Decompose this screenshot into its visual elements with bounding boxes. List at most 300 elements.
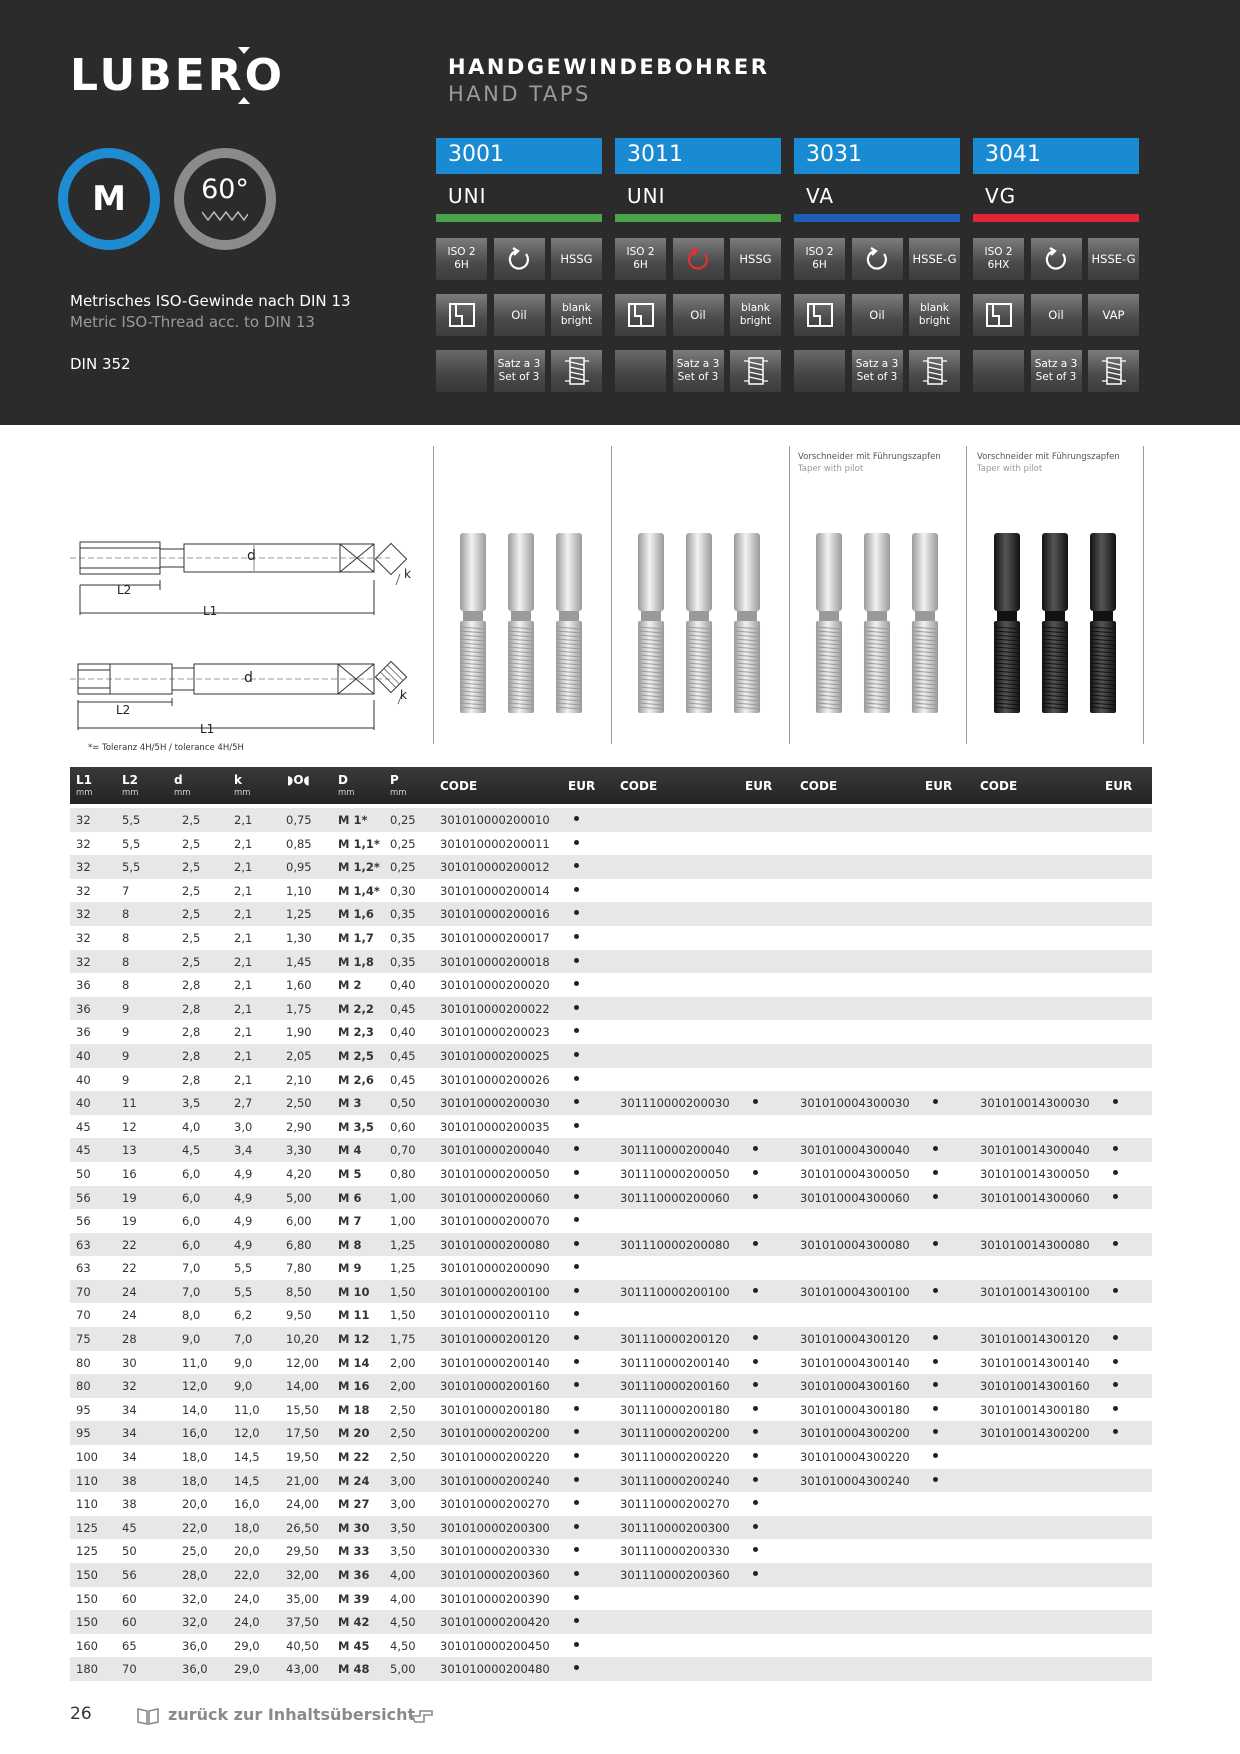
table-cell: 2,90: [286, 1119, 312, 1134]
article-code: 301110000200300: [620, 1520, 730, 1535]
article-code: 301010000200023: [440, 1025, 550, 1040]
column-header: D: [338, 773, 348, 787]
table-cell: 24,0: [234, 1591, 260, 1606]
tolerance-note: *= Toleranz 4H/5H / tolerance 4H/5H: [88, 743, 244, 753]
spec-tile: [494, 294, 545, 336]
availability-dot: [933, 1241, 938, 1246]
table-cell: 2,1: [234, 907, 253, 922]
table-row: [70, 1657, 1152, 1681]
article-code: 301010000200200: [440, 1426, 550, 1441]
table-cell: 8: [122, 954, 130, 969]
table-cell: 32: [76, 860, 91, 875]
availability-dot: [574, 1595, 579, 1600]
page-title-de: HANDGEWINDEBOHRER: [448, 55, 770, 79]
product-name: VG: [985, 184, 1017, 208]
table-cell: 24: [122, 1284, 137, 1299]
availability-dot: [933, 1170, 938, 1175]
table-cell: 0,25: [390, 860, 416, 875]
article-code: 301010000200110: [440, 1308, 550, 1323]
table-cell: 1,90: [286, 1025, 312, 1040]
table-cell: 32,00: [286, 1568, 319, 1582]
table-cell: 32: [76, 836, 91, 851]
tile-text: blank: [920, 302, 949, 314]
table-cell: 5,00: [390, 1662, 416, 1677]
tile-text: HSSG: [739, 251, 772, 266]
tile-text: Oil: [869, 307, 885, 322]
tile-row: [615, 294, 781, 336]
article-code: 301010000200014: [440, 883, 550, 898]
availability-dot: [753, 1524, 758, 1529]
availability-dot: [753, 1241, 758, 1246]
table-cell: 3,00: [390, 1473, 416, 1488]
table-row: [70, 973, 1152, 997]
table-cell: 12: [122, 1119, 137, 1134]
product-3031-header: [794, 138, 960, 222]
table-row: [70, 950, 1152, 974]
availability-dot: [933, 1406, 938, 1411]
spec-tile: [615, 238, 666, 280]
tile-row: [615, 238, 781, 280]
tile-row: [794, 238, 960, 280]
article-code: 301010004300060: [800, 1190, 910, 1205]
availability-dot: [753, 1429, 758, 1434]
table-cell: 1,00: [390, 1190, 416, 1205]
article-code: 301010000200025: [440, 1048, 550, 1063]
availability-dot: [753, 1547, 758, 1552]
availability-dot: [574, 1005, 579, 1010]
availability-dot: [1113, 1146, 1118, 1151]
table-cell: 100: [76, 1450, 98, 1465]
book-icon: [136, 1706, 160, 1726]
table-row: [70, 997, 1152, 1021]
table-cell: 0,25: [390, 813, 416, 827]
table-cell: 30: [122, 1355, 137, 1370]
table-row: [70, 1091, 1152, 1115]
table-cell: 2,1: [234, 978, 253, 993]
table-cell: 125: [76, 1544, 98, 1559]
availability-dot: [574, 1311, 579, 1316]
article-code: 301110000200050: [620, 1166, 730, 1181]
table-cell: 13: [122, 1143, 137, 1158]
metric-thread-letter: M: [92, 179, 126, 219]
table-cell: 80: [76, 1379, 91, 1394]
description-en: Metric ISO-Thread acc. to DIN 13: [70, 313, 315, 331]
header-panel: [0, 0, 1240, 425]
article-code: 301010014300120: [980, 1332, 1090, 1347]
tile-text: Oil: [511, 307, 527, 322]
availability-dot: [753, 1099, 758, 1104]
table-cell: 1,50: [390, 1284, 416, 1299]
table-cell: 125: [76, 1520, 98, 1535]
article-code: 301010000200390: [440, 1591, 550, 1606]
column-header: CODE: [980, 779, 1018, 793]
article-code: 301010014300040: [980, 1143, 1090, 1158]
tap-set-image: [450, 525, 610, 725]
table-cell: 19: [122, 1190, 137, 1205]
back-to-contents-link[interactable]: zurück zur Inhaltsübersicht: [168, 1705, 416, 1724]
table-row: [70, 1374, 1152, 1398]
table-cell: 9: [122, 1001, 130, 1016]
table-cell: M 16: [338, 1379, 370, 1394]
drawing-label-l1: L1: [203, 604, 218, 618]
spec-tile: [852, 294, 903, 336]
article-code: 301010000200360: [440, 1568, 550, 1582]
tile-text: VAP: [1102, 307, 1125, 322]
table-cell: M 24: [338, 1473, 370, 1488]
table-cell: 19,50: [286, 1450, 319, 1465]
table-row: [70, 832, 1152, 856]
spec-tile: [1031, 350, 1082, 392]
table-cell: M 1,2*: [338, 860, 380, 875]
table-cell: 45: [76, 1143, 91, 1158]
table-cell: 8: [122, 978, 130, 993]
table-cell: 0,75: [286, 813, 312, 827]
table-cell: 37,50: [286, 1615, 319, 1630]
availability-dot: [574, 1099, 579, 1104]
table-cell: 0,80: [390, 1166, 416, 1181]
table-cell: 4,50: [390, 1615, 416, 1630]
tile-row: [973, 238, 1139, 280]
table-cell: 0,60: [390, 1119, 416, 1134]
table-cell: 0,95: [286, 860, 312, 875]
table-row: [70, 1610, 1152, 1634]
article-code: 301110000200330: [620, 1544, 730, 1559]
square-end-drawing: [372, 658, 422, 708]
article-code: 301110000200040: [620, 1143, 730, 1158]
table-row: [70, 926, 1152, 950]
article-code: 301010014300180: [980, 1402, 1090, 1417]
article-code: 301010000200330: [440, 1544, 550, 1559]
table-cell: 9: [122, 1048, 130, 1063]
availability-dot: [1113, 1382, 1118, 1387]
article-code: 301010014300060: [980, 1190, 1090, 1205]
article-code: 301010000200030: [440, 1096, 550, 1111]
product-3031-tiles: [794, 238, 960, 406]
column-header: P: [390, 773, 399, 787]
availability-dot: [753, 1288, 758, 1293]
table-cell: M 1,8: [338, 954, 374, 969]
article-code: 301010014300050: [980, 1166, 1090, 1181]
availability-dot: [933, 1335, 938, 1340]
table-cell: M 7: [338, 1214, 362, 1229]
availability-dot: [574, 816, 579, 821]
table-cell: 21,00: [286, 1473, 319, 1488]
article-code: 301010000200090: [440, 1261, 550, 1276]
tile-text: Oil: [1048, 307, 1064, 322]
table-cell: 3,00: [390, 1497, 416, 1512]
table-cell: 1,10: [286, 883, 312, 898]
table-cell: 40: [76, 1048, 91, 1063]
table-cell: 6,0: [182, 1237, 201, 1252]
tile-text: 6H: [454, 259, 469, 271]
drawing-label-d: d: [247, 548, 256, 564]
table-cell: 5,5: [234, 1284, 253, 1299]
table-cell: M 1*: [338, 813, 368, 827]
tap-photo-3041: [984, 525, 1144, 729]
table-cell: 24,00: [286, 1497, 319, 1512]
availability-dot: [753, 1571, 758, 1576]
tile-text: Satz a 3: [1034, 358, 1078, 370]
table-cell: 2,50: [390, 1450, 416, 1465]
table-cell: 2,1: [234, 930, 253, 945]
table-cell: 38: [122, 1473, 137, 1488]
thread-icon: [551, 350, 602, 392]
table-cell: 16,0: [182, 1426, 208, 1441]
article-code: 301010004300140: [800, 1355, 910, 1370]
empty-tile: [973, 350, 1024, 392]
table-cell: M 36: [338, 1568, 370, 1582]
table-cell: 95: [76, 1426, 91, 1441]
taper-note-en: Taper with pilot: [977, 464, 1043, 474]
table-cell: 2,5: [182, 930, 201, 945]
table-cell: 150: [76, 1615, 98, 1630]
article-code: 301010000200240: [440, 1473, 550, 1488]
table-cell: 7,80: [286, 1261, 312, 1276]
article-code: 301010000200012: [440, 860, 550, 875]
availability-dot: [1113, 1170, 1118, 1175]
table-cell: M 45: [338, 1638, 370, 1653]
product-3001-header: [436, 138, 602, 222]
table-cell: M 3,5: [338, 1119, 374, 1134]
article-code: 301010000200120: [440, 1332, 550, 1347]
table-cell: 15,50: [286, 1402, 319, 1417]
table-cell: 2,5: [182, 836, 201, 851]
availability-dot: [574, 887, 579, 892]
availability-dot: [574, 1547, 579, 1552]
table-cell: 1,25: [390, 1237, 416, 1252]
article-code: 301010004300040: [800, 1143, 910, 1158]
taper-note-de: Vorschneider mit Führungszapfen: [977, 452, 1120, 462]
image-separator: [611, 446, 612, 744]
product-table: [70, 767, 1152, 1681]
table-cell: 0,35: [390, 930, 416, 945]
tile-text: Satz a 3: [855, 358, 899, 370]
table-cell: 2,5: [182, 907, 201, 922]
tile-text: Satz a 3: [497, 358, 541, 370]
table-cell: 65: [122, 1638, 137, 1653]
product-code: 3011: [615, 138, 781, 174]
column-header: EUR: [925, 779, 953, 793]
table-cell: 6,80: [286, 1237, 312, 1252]
table-cell: 1,25: [286, 907, 312, 922]
column-header: EUR: [568, 779, 596, 793]
tile-text: 6HX: [987, 259, 1010, 271]
table-row: [70, 1634, 1152, 1658]
table-cell: 34: [122, 1402, 137, 1417]
table-cell: 2,1: [234, 883, 253, 898]
table-cell: 7,0: [182, 1284, 201, 1299]
article-code: 301010004300120: [800, 1332, 910, 1347]
table-cell: 40: [76, 1096, 91, 1111]
table-cell: 2,1: [234, 813, 253, 827]
spec-tile: [794, 238, 845, 280]
table-cell: 70: [76, 1284, 91, 1299]
article-code: 301010000200300: [440, 1520, 550, 1535]
availability-dot: [574, 1571, 579, 1576]
table-cell: 3,50: [390, 1544, 416, 1559]
tile-text: blank: [562, 302, 591, 314]
article-code: 301010000200070: [440, 1214, 550, 1229]
table-row: [70, 1539, 1152, 1563]
table-cell: 2,1: [234, 860, 253, 875]
table-cell: 32,0: [182, 1615, 208, 1630]
table-cell: 22,0: [182, 1520, 208, 1535]
table-cell: 3,4: [234, 1143, 253, 1158]
table-cell: 4,9: [234, 1166, 253, 1181]
table-cell: 10,20: [286, 1332, 319, 1347]
table-cell: M 3: [338, 1096, 362, 1111]
column-header: CODE: [440, 779, 478, 793]
availability-dot: [933, 1453, 938, 1458]
table-row: [70, 1162, 1152, 1186]
table-row: [70, 1421, 1152, 1445]
table-cell: 34: [122, 1450, 137, 1465]
table-cell: 2,5: [182, 813, 201, 827]
table-cell: 56: [122, 1568, 137, 1582]
availability-dot: [933, 1194, 938, 1199]
empty-tile: [436, 350, 487, 392]
norm-label: DIN 352: [70, 355, 131, 373]
availability-dot: [574, 1453, 579, 1458]
spec-tile: [1088, 238, 1139, 280]
table-cell: 1,45: [286, 954, 312, 969]
article-code: 301110000200180: [620, 1402, 730, 1417]
article-code: 301010000200270: [440, 1497, 550, 1512]
availability-dot: [574, 1264, 579, 1269]
availability-dot: [1113, 1335, 1118, 1340]
empty-tile: [615, 350, 666, 392]
product-color-bar: [615, 214, 781, 222]
rotation-icon: [1031, 238, 1082, 280]
table-cell: M 6: [338, 1190, 362, 1205]
availability-dot: [574, 1524, 579, 1529]
thread-icon: [1088, 350, 1139, 392]
image-separator: [966, 446, 967, 744]
table-cell: M 18: [338, 1402, 370, 1417]
tile-row: [615, 350, 781, 392]
spec-tile: [909, 238, 960, 280]
logo-mark-top: [238, 47, 250, 54]
table-cell: 150: [76, 1568, 98, 1582]
availability-dot: [574, 1382, 579, 1387]
chamfer-form-icon: [615, 294, 666, 336]
table-cell: 60: [122, 1615, 137, 1630]
table-cell: 11,0: [182, 1355, 208, 1370]
tile-text: ISO 2: [984, 246, 1013, 258]
drawing-label-l2: L2: [117, 583, 132, 597]
column-unit: mm: [390, 788, 407, 798]
table-cell: 6,00: [286, 1214, 312, 1229]
table-cell: 12,00: [286, 1355, 319, 1370]
table-cell: 2,50: [390, 1426, 416, 1441]
table-cell: M 2,5: [338, 1048, 374, 1063]
column-header: CODE: [620, 779, 658, 793]
article-code: 301010000200035: [440, 1119, 550, 1134]
availability-dot: [574, 1665, 579, 1670]
article-code: 301110000200160: [620, 1379, 730, 1394]
article-code: 301010004300240: [800, 1473, 910, 1488]
table-cell: 5,5: [122, 813, 141, 827]
table-cell: 2,50: [286, 1096, 312, 1111]
product-3041-header: [973, 138, 1139, 222]
table-row: [70, 1233, 1152, 1257]
table-cell: 45: [76, 1119, 91, 1134]
table-cell: 95: [76, 1402, 91, 1417]
table-cell: 2,05: [286, 1048, 312, 1063]
drawing-label-k: k: [400, 688, 407, 702]
availability-dot: [574, 1123, 579, 1128]
availability-dot: [574, 1028, 579, 1033]
spec-tile: [494, 350, 545, 392]
tile-row: [436, 294, 602, 336]
availability-dot: [574, 1146, 579, 1151]
table-cell: 3,0: [234, 1119, 253, 1134]
tile-text: Set of 3: [498, 371, 540, 383]
table-body: [70, 808, 1152, 1681]
taper-note-en: Taper with pilot: [798, 464, 864, 474]
spec-tile: [852, 350, 903, 392]
availability-dot: [753, 1382, 758, 1387]
table-cell: 3,5: [182, 1096, 201, 1111]
column-header: EUR: [1105, 779, 1133, 793]
availability-dot: [574, 1335, 579, 1340]
table-cell: 56: [76, 1190, 91, 1205]
table-cell: 4,20: [286, 1166, 312, 1181]
article-code: 301010014300100: [980, 1284, 1090, 1299]
table-cell: 17,50: [286, 1426, 319, 1441]
description-de: Metrisches ISO-Gewinde nach DIN 13: [70, 292, 351, 310]
table-cell: 2,5: [182, 883, 201, 898]
availability-dot: [753, 1453, 758, 1458]
table-cell: 3,50: [390, 1520, 416, 1535]
tap-photo-3031: [806, 525, 966, 729]
tile-text: bright: [918, 315, 951, 327]
table-cell: 18,0: [234, 1520, 260, 1535]
table-cell: M 1,4*: [338, 883, 380, 898]
logo-mark-bottom: [238, 97, 250, 104]
pointing-hand-icon: [410, 1707, 434, 1725]
table-cell: 32: [76, 883, 91, 898]
table-cell: 2,8: [182, 978, 201, 993]
spec-tile: [730, 294, 781, 336]
table-cell: 4,9: [234, 1237, 253, 1252]
tile-text: HSSE-G: [912, 251, 957, 266]
article-code: 301010014300140: [980, 1355, 1090, 1370]
thread-icon: [730, 350, 781, 392]
table-row: [70, 1256, 1152, 1280]
table-cell: 14,5: [234, 1473, 260, 1488]
availability-dot: [574, 1642, 579, 1647]
table-cell: M 2,6: [338, 1072, 374, 1087]
table-cell: 22,0: [234, 1568, 260, 1582]
table-cell: 2,10: [286, 1072, 312, 1087]
availability-dot: [1113, 1429, 1118, 1434]
table-cell: 1,75: [286, 1001, 312, 1016]
drawing-label-d: d: [244, 670, 253, 686]
drawing-label-l2: L2: [116, 703, 131, 717]
table-cell: 150: [76, 1591, 98, 1606]
table-cell: 0,40: [390, 1025, 416, 1040]
article-code: 301010000200020: [440, 978, 550, 993]
table-row: [70, 1044, 1152, 1068]
table-cell: 0,40: [390, 978, 416, 993]
spec-tile: [1031, 294, 1082, 336]
table-cell: 22: [122, 1261, 137, 1276]
table-cell: 40,50: [286, 1638, 319, 1653]
table-cell: M 42: [338, 1615, 370, 1630]
table-cell: 5,00: [286, 1190, 312, 1205]
availability-dot: [753, 1500, 758, 1505]
